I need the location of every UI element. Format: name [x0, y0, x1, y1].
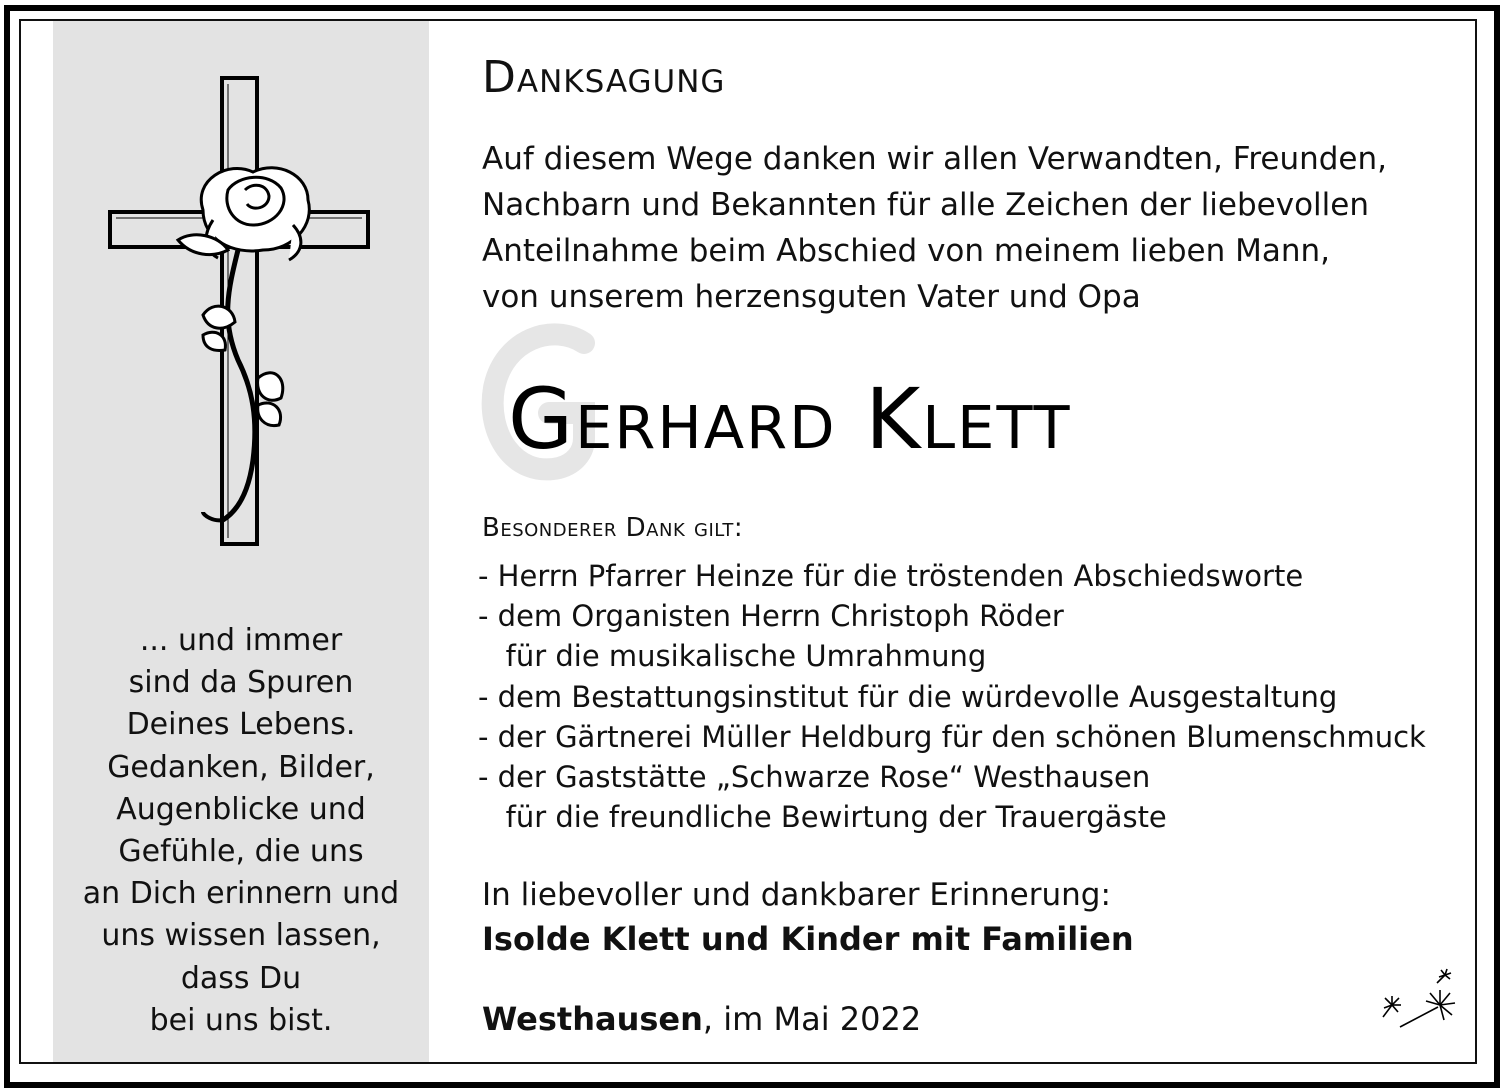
closing-line: In liebevoller und dankbarer Erinnerung:: [482, 877, 1111, 913]
list-item: - Herrn Pfarrer Heinze für die tröstenden Abschiedsworte: [478, 559, 1304, 593]
list-item: - der Gärtnerei Müller Heldburg für den schönen Blumenschmuck: [478, 719, 1426, 754]
poem-line: Augenblicke und: [116, 791, 366, 827]
intro-line: Auf diesem Wege danken wir allen Verwandten, Freunden,: [482, 141, 1388, 177]
cross-with-rose-icon: [53, 60, 429, 560]
place-date: [482, 996, 921, 1042]
date: , im Mai 2022: [702, 1000, 922, 1038]
list-item: - dem Organisten Herrn Christoph Röder: [478, 599, 1064, 634]
signature: Isolde Klett und Kinder mit Familien: [482, 920, 1134, 958]
poem-line: Deines Lebens.: [126, 707, 356, 743]
poem-line: sind da Spuren: [128, 665, 354, 701]
list-item: - der Gaststätte „Schwarze Rose“ Westhausen: [478, 760, 1151, 795]
poem-line: Gefühle, die uns: [118, 834, 364, 870]
poem-line: bei uns bist.: [149, 1002, 333, 1038]
poem-line: uns wissen lassen,: [101, 918, 381, 954]
page-title: Danksagung: [482, 52, 726, 103]
thanks-heading: Besonderer Dank gilt:: [482, 513, 744, 543]
deceased-name: Gerhard Klett: [508, 370, 1072, 468]
poem-line: ... und immer: [139, 623, 343, 658]
list-item: für die freundliche Bewirtung der Trauergäste: [478, 800, 1167, 835]
intro-line: Nachbarn und Bekannten für alle Zeichen der liebevollen: [482, 187, 1369, 223]
poem-line: an Dich erinnern und: [82, 876, 400, 912]
list-item: für die musikalische Umrahmung: [478, 639, 987, 674]
intro-text: [482, 136, 1387, 320]
dandelion-seeds-icon: [1370, 965, 1465, 1035]
place: Westhausen: [482, 1000, 703, 1038]
poem-line: dass Du: [180, 960, 302, 996]
intro-line: Anteilnahme beim Abschied von meinem lieben Mann,: [482, 233, 1330, 269]
poem: [53, 620, 429, 1042]
list-item: - dem Bestattungsinstitut für die würdevolle Ausgestaltung: [478, 679, 1338, 714]
intro-line: von unserem herzensguten Vater und Opa: [482, 279, 1141, 315]
poem-line: Gedanken, Bilder,: [107, 749, 375, 785]
thanks-list: [478, 556, 1426, 837]
